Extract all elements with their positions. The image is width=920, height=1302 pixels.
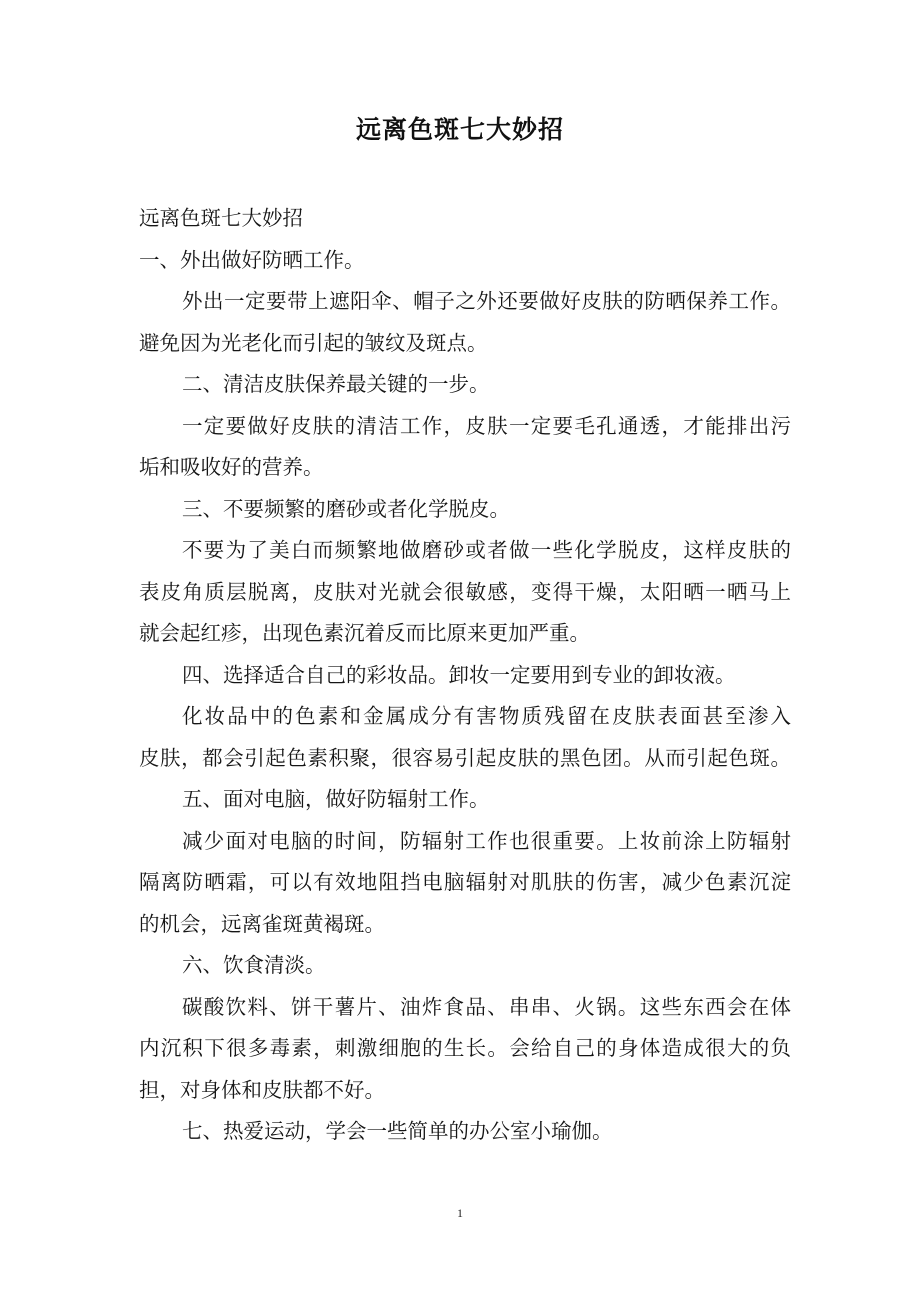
section-heading-2: 二、清洁皮肤保养最关键的一步。 bbox=[182, 372, 490, 396]
section-heading-1: 一、外出做好防晒工作。 bbox=[139, 247, 365, 272]
paragraph-line: 化妆品中的色素和金属成分有害物质残留在皮肤表面甚至渗入 bbox=[182, 704, 791, 728]
document-body bbox=[139, 198, 791, 1153]
page-number: 1 bbox=[457, 1206, 463, 1220]
paragraph-line: 一定要做好皮肤的清洁工作，皮肤一定要毛孔通透，才能排出污 bbox=[182, 413, 791, 438]
paragraph-line: 减少面对电脑的时间，防辐射工作也很重要。上妆前涂上防辐射 bbox=[182, 828, 791, 853]
section-heading-3: 三、不要频繁的磨砂或者化学脱皮。 bbox=[182, 496, 510, 521]
section-heading-5: 五、面对电脑，做好防辐射工作。 bbox=[182, 787, 490, 811]
section-heading-7: 七、热爱运动，学会一些简单的办公室小瑜伽。 bbox=[182, 1119, 613, 1143]
subtitle-line: 远离色斑七大妙招 bbox=[139, 206, 303, 230]
document-title: 远离色斑七大妙招 bbox=[355, 115, 564, 144]
paragraph-line: 就会起红疹，出现色素沉着反而比原来更加严重。 bbox=[139, 621, 590, 645]
paragraph-line: 担，对身体和皮肤都不好。 bbox=[139, 1077, 385, 1102]
paragraph-line: 的机会，远离雀斑黄褐斑。 bbox=[139, 911, 385, 936]
paragraph-line: 碳酸饮料、饼干薯片、油炸食品、串串、火锅。这些东西会在体 bbox=[182, 994, 791, 1019]
section-heading-6: 六、饮食清淡。 bbox=[182, 953, 326, 977]
paragraph-line: 垢和吸收好的营养。 bbox=[139, 455, 324, 479]
paragraph-line: 不要为了美白而频繁地做磨砂或者做一些化学脱皮，这样皮肤的 bbox=[182, 538, 791, 562]
paragraph-line: 外出一定要带上遮阳伞、帽子之外还要做好皮肤的防晒保养工作。 bbox=[182, 289, 791, 313]
paragraph-line: 皮肤，都会引起色素积聚，很容易引起皮肤的黑色团。从而引起色斑。 bbox=[139, 745, 791, 770]
paragraph-line: 表皮角质层脱离，皮肤对光就会很敏感，变得干燥，太阳晒一晒马上 bbox=[139, 579, 791, 604]
paragraph-line: 隔离防晒霜，可以有效地阻挡电脑辐射对肌肤的伤害，减少色素沉淀 bbox=[139, 870, 791, 894]
section-heading-4: 四、选择适合自己的彩妆品。卸妆一定要用到专业的卸妆液。 bbox=[182, 662, 736, 687]
paragraph-line: 内沉积下很多毒素，刺激细胞的生长。会给自己的身体造成很大的负 bbox=[139, 1036, 791, 1060]
paragraph-line: 避免因为光老化而引起的皱纹及斑点。 bbox=[139, 330, 488, 355]
